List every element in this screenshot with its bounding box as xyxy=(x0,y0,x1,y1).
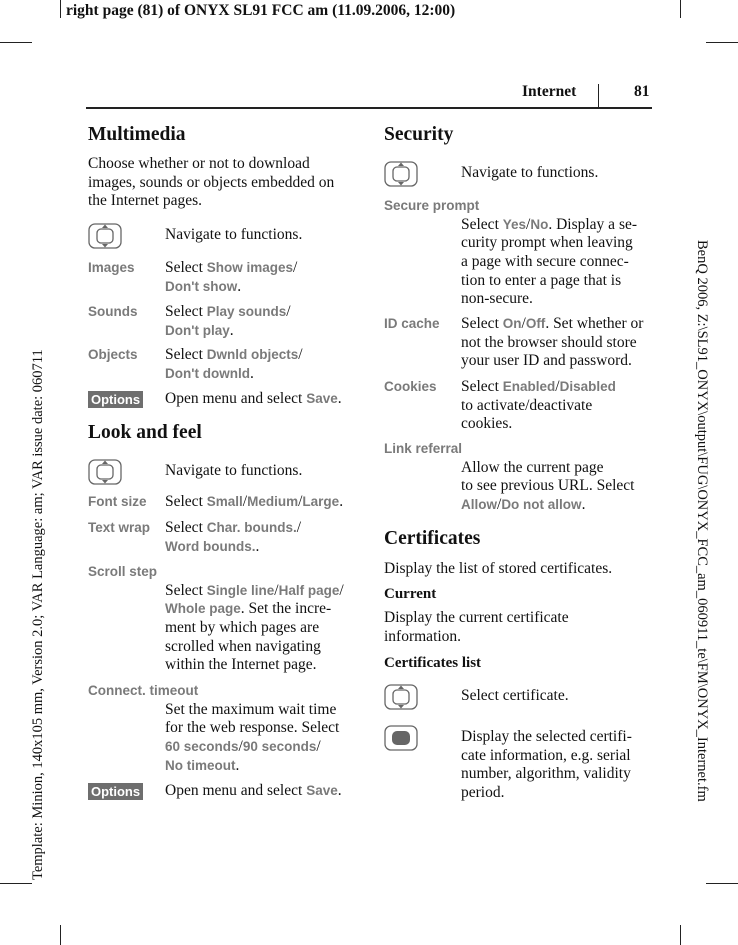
text-run: cate information, e.g. serial xyxy=(461,746,631,764)
menu-term: Medium xyxy=(247,494,299,509)
text-line xyxy=(165,619,344,638)
text-line xyxy=(461,477,634,496)
text-run: . xyxy=(337,390,342,407)
crop-mark xyxy=(60,0,61,18)
text-line xyxy=(165,538,301,557)
menu-term: Allow xyxy=(461,496,497,512)
text-run: period. xyxy=(461,784,505,802)
text-run: to activate/deactivate xyxy=(461,396,593,414)
menu-term: Save xyxy=(306,391,338,406)
navigation-key-icon xyxy=(384,684,418,708)
options-softkey-button[interactable]: Options xyxy=(88,391,143,408)
running-head: Internet xyxy=(522,83,577,100)
row-label: Secure prompt xyxy=(384,198,480,213)
text-line: Choose whether or not to download xyxy=(88,155,310,172)
row-description xyxy=(461,687,569,706)
text-run: / xyxy=(316,737,321,755)
text-run: . Set the incre- xyxy=(240,600,332,618)
navigation-key-icon xyxy=(384,161,418,185)
text-line xyxy=(461,334,643,353)
text-line: Display the current certificate xyxy=(384,609,569,626)
row-label: ID cache xyxy=(384,316,440,331)
menu-term: Save xyxy=(306,783,338,798)
text-run: / xyxy=(555,378,560,395)
text-line xyxy=(461,747,632,766)
text-run: . Set whether or xyxy=(545,315,644,332)
row-label: Objects xyxy=(88,347,138,362)
crop-mark xyxy=(0,883,32,884)
menu-term: No timeout xyxy=(165,757,236,773)
text-line xyxy=(461,687,569,706)
text-line xyxy=(461,290,637,309)
text-run: / xyxy=(521,315,526,332)
menu-term: 60 seconds xyxy=(165,738,239,754)
row-description xyxy=(165,390,342,409)
text-run: . xyxy=(581,495,586,513)
text-line xyxy=(461,253,637,272)
row-description xyxy=(165,701,339,776)
menu-term: Dwnld objects xyxy=(206,347,299,362)
row-label: Cookies xyxy=(384,379,437,394)
menu-term: No xyxy=(530,216,549,232)
header-rule xyxy=(86,107,652,109)
crop-mark xyxy=(706,42,738,43)
text-run: tion to enter a page that is xyxy=(461,271,622,289)
text-line: images, sounds or objects embedded on xyxy=(88,173,335,191)
text-run: Display the selected certifi- xyxy=(461,728,632,745)
text-run: / xyxy=(293,259,298,276)
menu-term: Word bounds. xyxy=(165,538,256,554)
certificates-intro: Display the list of stored certificates. xyxy=(384,560,613,577)
crop-mark xyxy=(0,42,32,43)
row-label: Scroll step xyxy=(88,564,158,579)
text-run: Select xyxy=(165,346,207,363)
text-line xyxy=(165,462,302,481)
text-run: Allow the current page xyxy=(461,458,604,476)
text-line xyxy=(165,303,291,322)
row-description xyxy=(165,462,302,481)
navigation-key-icon xyxy=(88,223,122,247)
menu-term: Don't show xyxy=(165,278,238,294)
section-title-security: Security xyxy=(384,124,454,145)
text-line xyxy=(461,378,616,397)
text-line xyxy=(165,638,344,657)
text-line xyxy=(165,226,302,245)
section-title-look-and-feel: Look and feel xyxy=(88,422,202,443)
menu-term: Half page xyxy=(278,582,340,598)
row-description xyxy=(165,259,297,296)
row-description xyxy=(461,459,634,515)
text-line xyxy=(165,782,342,801)
text-run: Select xyxy=(461,378,503,395)
menu-term: 90 seconds xyxy=(242,738,317,754)
row-description xyxy=(461,164,598,183)
template-info: Template: Minion, 140x105 mm, Version 2.0; VAR Language: am; VAR issue date: 060711 xyxy=(30,349,46,880)
text-run: . xyxy=(229,321,234,339)
section-title-multimedia: Multimedia xyxy=(88,124,186,145)
text-line xyxy=(165,582,344,601)
menu-term: Play sounds xyxy=(206,304,287,319)
text-line: the Internet pages. xyxy=(88,192,203,210)
text-run: / xyxy=(242,493,248,510)
text-run: . xyxy=(249,364,254,382)
text-line xyxy=(461,397,616,416)
menu-term: Disabled xyxy=(559,379,616,394)
text-run: / xyxy=(339,581,344,599)
row-description xyxy=(461,378,616,434)
text-run: Set the maximum wait time xyxy=(165,700,337,718)
crop-mark xyxy=(680,925,681,945)
row-description xyxy=(165,582,344,676)
text-line xyxy=(165,757,339,776)
text-run: / xyxy=(274,581,279,599)
text-run: Open menu and select xyxy=(165,782,307,799)
text-run: curity prompt when leaving xyxy=(461,234,633,252)
text-line xyxy=(461,728,632,747)
text-run: Select xyxy=(165,303,207,320)
row-label: Font size xyxy=(88,494,147,509)
text-line xyxy=(165,738,339,757)
text-line xyxy=(165,365,303,384)
crop-mark xyxy=(60,925,61,945)
row-label: Connect. timeout xyxy=(88,683,199,698)
text-run: / xyxy=(298,493,303,510)
text-line xyxy=(461,415,616,434)
text-run: your user ID and password. xyxy=(461,352,632,370)
row-description xyxy=(165,493,343,512)
row-description xyxy=(165,782,342,801)
text-run: Open menu and select xyxy=(165,390,307,407)
text-line xyxy=(461,352,643,371)
text-line xyxy=(165,719,339,738)
text-line xyxy=(165,259,297,278)
row-label: Sounds xyxy=(88,304,138,319)
subsection-current: Current xyxy=(384,586,437,602)
row-label: Link referral xyxy=(384,441,463,456)
current-text xyxy=(384,609,569,646)
menu-term: Small xyxy=(206,494,243,509)
text-run: . xyxy=(237,277,242,295)
text-line: information. xyxy=(384,627,462,645)
text-run: scrolled when navigating xyxy=(165,637,321,655)
text-run: to see previous URL. Select xyxy=(461,477,635,495)
text-line xyxy=(461,496,634,515)
text-run: Select xyxy=(165,519,207,536)
section-title-certificates: Certificates xyxy=(384,528,481,549)
menu-term: Off xyxy=(525,316,546,331)
row-description xyxy=(461,216,637,310)
text-line xyxy=(165,519,301,538)
text-run: cookies. xyxy=(461,415,513,433)
menu-term: Don't downld xyxy=(165,365,250,381)
text-run: Select certificate. xyxy=(461,687,569,704)
text-run: Navigate to functions. xyxy=(165,462,303,479)
menu-term: Don't play xyxy=(165,322,230,338)
text-run: . xyxy=(337,782,342,799)
text-line xyxy=(165,278,297,297)
text-run: for the web response. Select xyxy=(165,719,340,737)
text-line xyxy=(461,216,637,235)
text-run: / xyxy=(298,346,303,363)
options-softkey-button[interactable]: Options xyxy=(88,783,143,800)
text-line xyxy=(461,234,637,253)
text-run: not the browser should store xyxy=(461,333,637,351)
print-info: right page (81) of ONYX SL91 FCC am (11.09.2006, 12:00) xyxy=(66,2,456,19)
menu-term: Single line xyxy=(206,582,275,598)
text-run: a page with secure connec- xyxy=(461,252,629,270)
text-run: / xyxy=(497,495,502,513)
text-run: non-secure. xyxy=(461,290,533,308)
row-description xyxy=(165,303,291,340)
divider xyxy=(598,84,599,107)
text-run: / xyxy=(286,303,291,320)
text-line xyxy=(165,600,344,619)
page-number: 81 xyxy=(634,83,650,100)
text-run: within the Internet page. xyxy=(165,656,317,674)
text-run: / xyxy=(296,519,302,536)
text-line xyxy=(165,346,303,365)
text-line xyxy=(461,272,637,291)
menu-term: Do not allow xyxy=(501,496,582,512)
text-line xyxy=(461,765,632,784)
text-run: . Display a se- xyxy=(548,215,638,233)
subsection-certificates-list: Certificates list xyxy=(384,655,482,671)
text-line xyxy=(461,784,632,803)
text-run: ment by which pages are xyxy=(165,618,320,636)
crop-mark xyxy=(680,0,681,18)
menu-term: Whole page xyxy=(165,601,241,617)
menu-term: Enabled xyxy=(502,379,556,394)
row-description xyxy=(461,728,632,803)
text-line xyxy=(165,322,291,341)
text-line xyxy=(461,459,634,478)
row-label: Text wrap xyxy=(88,520,151,535)
file-path: BenQ 2006, Z:\SL91_ONYX\output\FUG\ONYX_FCC_am_060911_te\FM\ONYX_Internet.fm xyxy=(694,240,710,802)
text-line xyxy=(165,493,343,512)
text-line xyxy=(165,656,344,675)
row-description xyxy=(165,519,301,556)
text-run: / xyxy=(238,737,243,755)
row-description xyxy=(165,346,303,383)
center-key-icon xyxy=(384,725,418,749)
text-run: Select xyxy=(461,315,503,332)
text-run: Navigate to functions. xyxy=(165,226,303,243)
text-run: Navigate to functions. xyxy=(461,164,599,181)
menu-term: Yes xyxy=(502,216,527,232)
text-run: Select xyxy=(165,259,207,276)
menu-term: Char. bounds. xyxy=(206,520,297,535)
text-line xyxy=(461,315,643,334)
crop-mark xyxy=(706,883,738,884)
menu-term: On xyxy=(502,316,522,331)
navigation-key-icon xyxy=(88,459,122,483)
text-line xyxy=(461,164,598,183)
text-run: number, algorithm, validity xyxy=(461,765,631,783)
text-line xyxy=(165,701,339,720)
menu-term: Large xyxy=(302,494,340,509)
text-run: Select xyxy=(165,493,207,510)
text-run: . xyxy=(235,756,240,774)
text-run: Select xyxy=(165,581,207,599)
row-description xyxy=(461,315,643,371)
menu-term: Show images xyxy=(206,260,294,275)
text-run: . xyxy=(339,493,344,510)
text-run: Select xyxy=(461,215,503,233)
text-run: . xyxy=(255,537,260,555)
text-run: / xyxy=(526,215,531,233)
multimedia-intro xyxy=(88,155,334,211)
row-description xyxy=(165,226,302,245)
row-label: Images xyxy=(88,260,135,275)
text-line xyxy=(165,390,342,409)
